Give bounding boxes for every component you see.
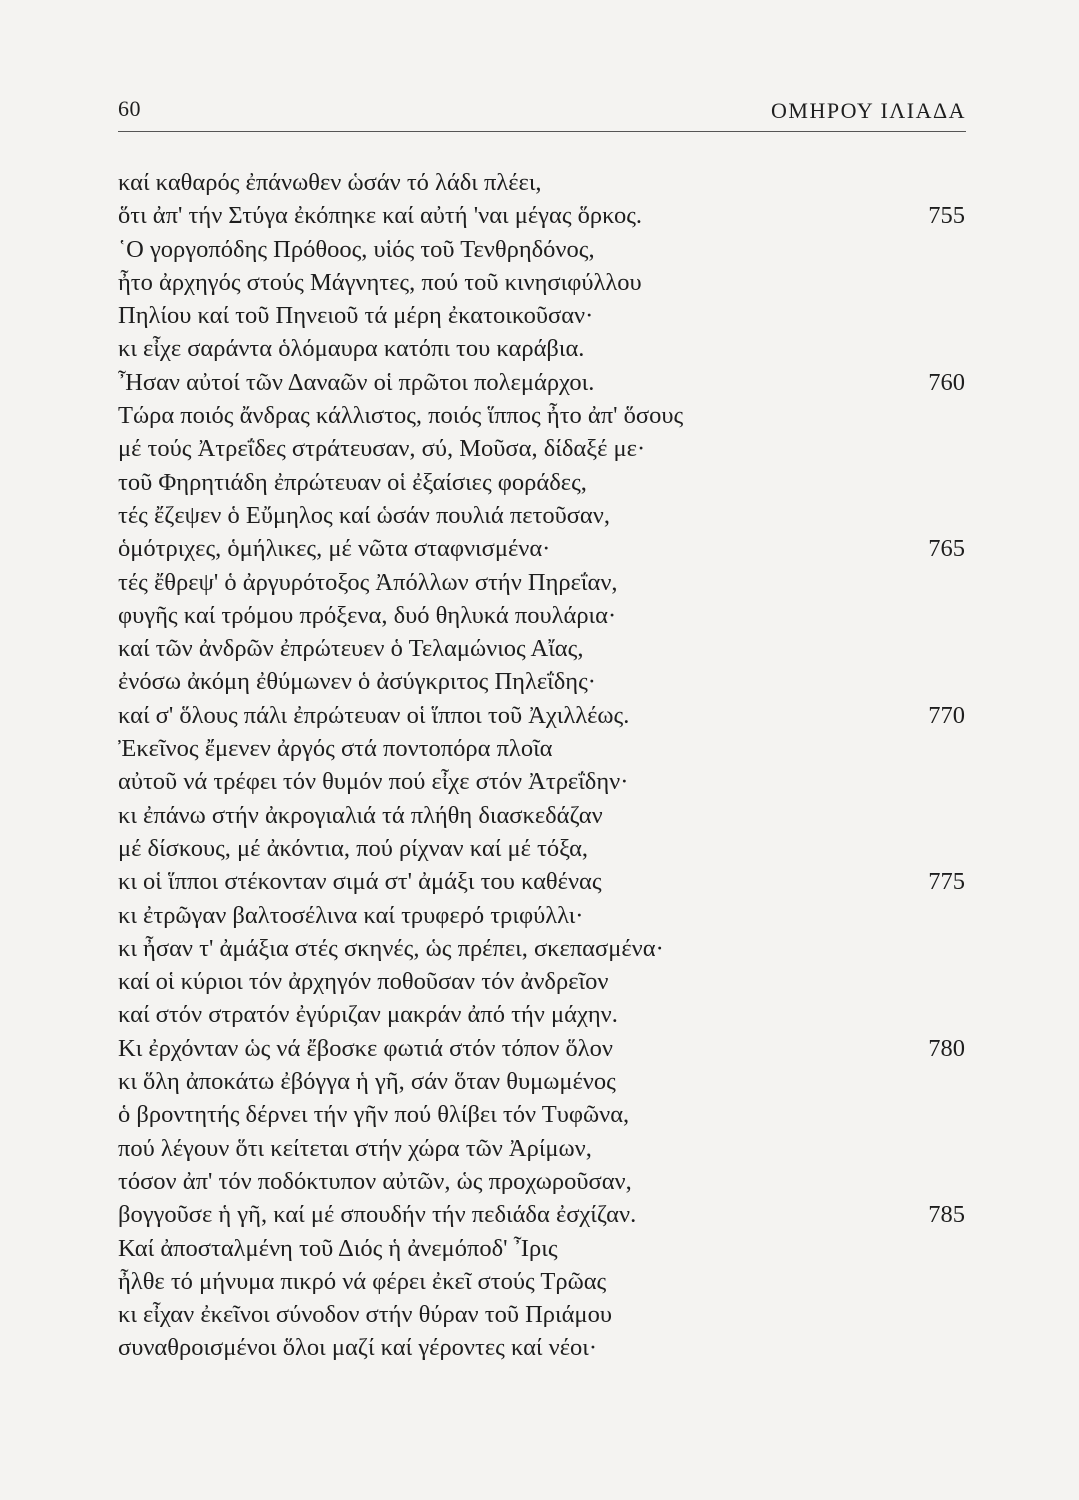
verse-line bbox=[0, 665, 1079, 698]
verse-block bbox=[0, 166, 1079, 1365]
page-number: 60 bbox=[118, 96, 141, 121]
line-number: 780 bbox=[928, 1034, 965, 1062]
verse-text: Τώρα ποιός ἄνδρας κάλλιστος, ποιός ἵππος ἦτο ἀπ' ὅσους bbox=[118, 402, 684, 430]
verse-line bbox=[0, 1098, 1079, 1131]
verse-text: καί τῶν ἀνδρῶν ἐπρώτευεν ὁ Τελαμώνιος Αἴας, bbox=[118, 635, 584, 663]
verse-text: ὁ βροντητής δέρνει τήν γῆν πού θλίβει τόν Τυφῶνα, bbox=[118, 1101, 630, 1129]
verse-line bbox=[0, 499, 1079, 532]
verse-line bbox=[0, 332, 1079, 365]
verse-line bbox=[0, 1232, 1079, 1265]
verse-line bbox=[0, 1132, 1079, 1165]
verse-text: κι εἶχε σαράντα ὁλόμαυρα κατόπι του καράβια. bbox=[118, 335, 585, 363]
verse-line bbox=[0, 1298, 1079, 1331]
verse-line bbox=[0, 1165, 1079, 1198]
verse-text: Ἐκεῖνος ἔμενεν ἀργός στά ποντοπόρα πλοῖα bbox=[118, 735, 553, 763]
running-head bbox=[118, 96, 966, 126]
line-number: 760 bbox=[928, 368, 965, 396]
verse-text: καί οἱ κύριοι τόν ἀρχηγόν ποθοῦσαν τόν ἀνδρεῖον bbox=[118, 968, 609, 996]
verse-text: ὁμότριχες, ὁμήλικες, μέ νῶτα σταφνισμένα· bbox=[118, 535, 551, 563]
verse-text: βογγοῦσε ἡ γῆ, καί μέ σπουδήν τήν πεδιάδα ἐσχίζαν. bbox=[118, 1201, 637, 1229]
line-number: 755 bbox=[928, 202, 965, 230]
verse-text: κι εἶχαν ἐκεῖνοι σύνοδον στήν θύραν τοῦ Πριάμου bbox=[118, 1301, 612, 1329]
verse-line bbox=[0, 765, 1079, 798]
verse-line bbox=[0, 998, 1079, 1031]
verse-line bbox=[0, 699, 1079, 732]
verse-text: κι οἱ ἵπποι στέκονταν σιμά στ' ἀμάξι του καθένας bbox=[118, 868, 602, 896]
verse-text: συναθροισμένοι ὅλοι μαζί καί γέροντες καί νέοι· bbox=[118, 1334, 598, 1362]
verse-line bbox=[0, 566, 1079, 599]
verse-text: ῾Ο γοργοπόδης Πρόθοος, υἱός τοῦ Τενθρηδόνος, bbox=[118, 235, 595, 263]
verse-text: Κι ἐρχόνταν ὡς νά ἔβοσκε φωτιά στόν τόπον ὅλον bbox=[118, 1034, 613, 1062]
verse-text: ἦλθε τό μήνυμα πικρό νά φέρει ἐκεῖ στούς Τρῶας bbox=[118, 1267, 607, 1295]
verse-line bbox=[0, 1331, 1079, 1364]
verse-line bbox=[0, 599, 1079, 632]
verse-text: κι ἐτρῶγαν βαλτοσέλινα καί τρυφερό τριφύλλι· bbox=[118, 901, 584, 929]
verse-line bbox=[0, 366, 1079, 399]
verse-text: καί σ' ὅλους πάλι ἐπρώτευαν οἱ ἵπποι τοῦ Ἀχιλλέως. bbox=[118, 701, 630, 729]
verse-line bbox=[0, 199, 1079, 232]
verse-line bbox=[0, 233, 1079, 266]
verse-text: κι ὅλη ἀποκάτω ἐβόγγα ἡ γῆ, σάν ὅταν θυμωμένος bbox=[118, 1068, 616, 1096]
verse-line bbox=[0, 799, 1079, 832]
verse-text: ἦτο ἀρχηγός στούς Μάγνητες, πού τοῦ κινησιφύλλου bbox=[118, 268, 642, 296]
verse-text: τές ἔθρεψ' ὁ ἀργυρότοξος Ἀπόλλων στήν Πηρεΐαν, bbox=[118, 568, 618, 596]
verse-line bbox=[0, 266, 1079, 299]
line-number: 785 bbox=[928, 1201, 965, 1229]
verse-line bbox=[0, 399, 1079, 432]
verse-line bbox=[0, 932, 1079, 965]
verse-line bbox=[0, 865, 1079, 898]
verse-text: κι ἐπάνω στήν ἀκρογιαλιά τά πλήθη διασκεδάζαν bbox=[118, 801, 603, 829]
book-title: ΟΜΗΡΟΥ ΙΛΙΑΔΑ bbox=[771, 98, 966, 123]
verse-text: φυγῆς καί τρόμου πρόξενα, δυό θηλυκά πουλάρια· bbox=[118, 601, 617, 629]
verse-line bbox=[0, 1198, 1079, 1231]
verse-text: αὐτοῦ νά τρέφει τόν θυμόν πού εἶχε στόν Ἀτρεΐδην· bbox=[118, 768, 629, 796]
line-number: 775 bbox=[928, 868, 965, 896]
verse-line bbox=[0, 1265, 1079, 1298]
line-number: 770 bbox=[928, 701, 965, 729]
verse-line bbox=[0, 432, 1079, 465]
verse-line bbox=[0, 832, 1079, 865]
verse-text: τόσον ἀπ' τόν ποδόκτυπον αὐτῶν, ὡς προχωροῦσαν, bbox=[118, 1167, 632, 1195]
header-rule bbox=[118, 131, 966, 132]
verse-text: ἐνόσω ἀκόμη ἐθύμωνεν ὁ ἀσύγκριτος Πηλεΐδης· bbox=[118, 668, 596, 696]
verse-line bbox=[0, 532, 1079, 565]
line-number: 765 bbox=[928, 535, 965, 563]
verse-text: τές ἔζεψεν ὁ Εὔμηλος καί ὡσάν πουλιά πετοῦσαν, bbox=[118, 501, 610, 529]
verse-text: Πηλίου καί τοῦ Πηνειοῦ τά μέρη ἐκατοικοῦσαν· bbox=[118, 302, 594, 330]
verse-text: μέ τούς Ἀτρεΐδες στράτευσαν, σύ, Μοῦσα, δίδαξέ με· bbox=[118, 435, 646, 463]
verse-line bbox=[0, 1032, 1079, 1065]
verse-line bbox=[0, 466, 1079, 499]
verse-line bbox=[0, 166, 1079, 199]
verse-text: Καί ἀποσταλμένη τοῦ Διός ἡ ἀνεμόποδ' Ἶρις bbox=[118, 1234, 558, 1262]
verse-text: τοῦ Φηρητιάδη ἐπρώτευαν οἱ ἐξαίσιες φοράδες, bbox=[118, 468, 587, 496]
verse-text: ὅτι ἀπ' τήν Στύγα ἐκόπηκε καί αὐτή 'ναι μέγας ὅρκος. bbox=[118, 202, 643, 230]
verse-text: μέ δίσκους, μέ ἀκόντια, πού ρίχναν καί μέ τόξα, bbox=[118, 834, 589, 862]
verse-line bbox=[0, 299, 1079, 332]
verse-text: κι ἦσαν τ' ἀμάξια στές σκηνές, ὡς πρέπει, σκεπασμένα· bbox=[118, 934, 664, 962]
verse-line bbox=[0, 732, 1079, 765]
verse-text: καί καθαρός ἐπάνωθεν ὡσάν τό λάδι πλέει, bbox=[118, 169, 542, 196]
verse-line bbox=[0, 965, 1079, 998]
verse-text: καί στόν στρατόν ἐγύριζαν μακράν ἀπό τήν μάχην. bbox=[118, 1001, 618, 1029]
verse-line bbox=[0, 899, 1079, 932]
verse-line bbox=[0, 1065, 1079, 1098]
verse-text: Ἦσαν αὐτοί τῶν Δαναῶν οἱ πρῶτοι πολεμάρχοι. bbox=[118, 368, 595, 396]
verse-line bbox=[0, 632, 1079, 665]
verse-text: πού λέγουν ὅτι κείτεται στήν χώρα τῶν Ἀρίμων, bbox=[118, 1134, 592, 1162]
